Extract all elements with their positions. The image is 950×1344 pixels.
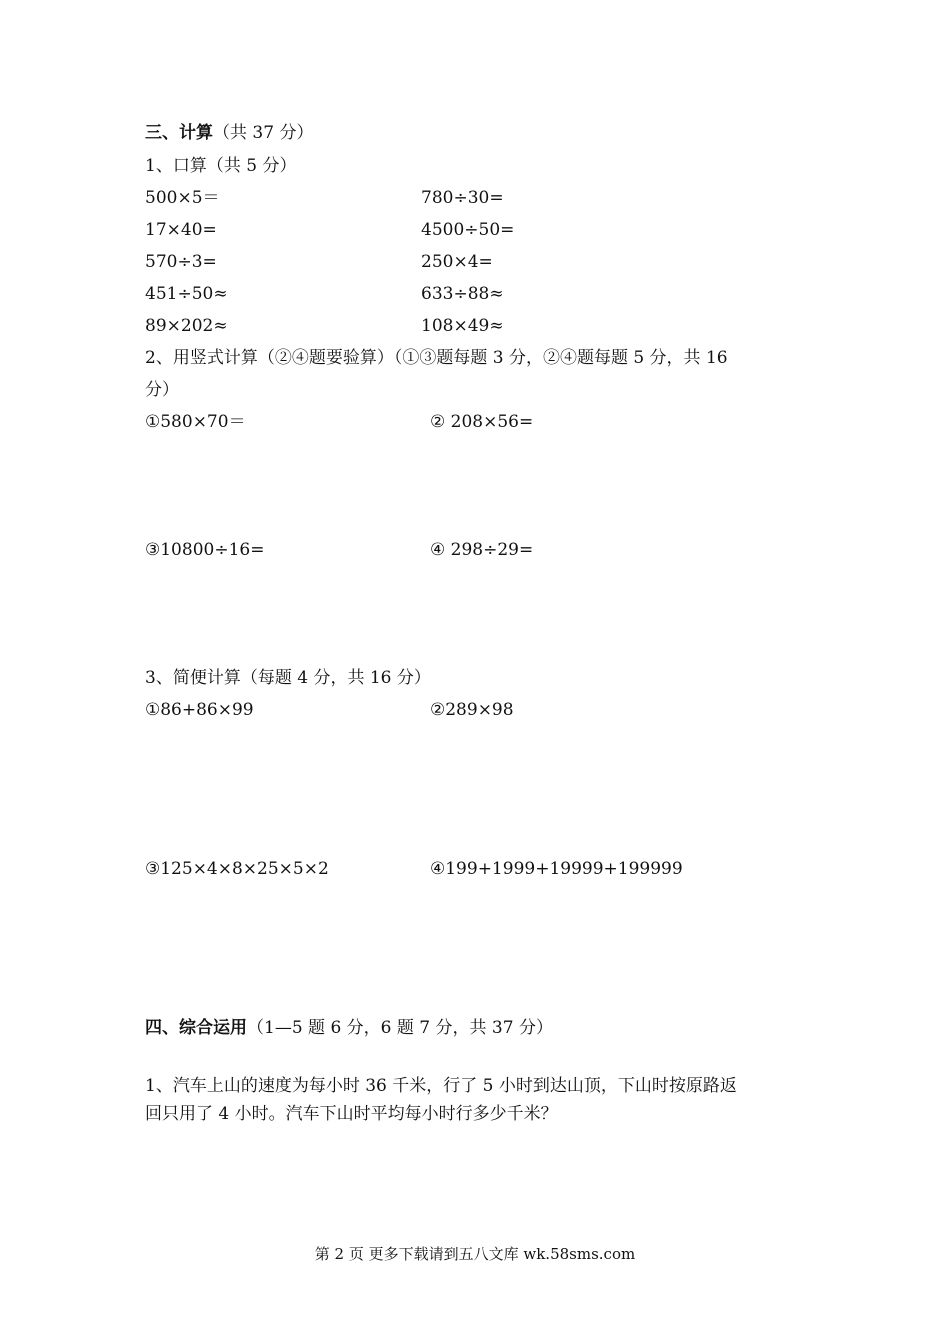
part2-title-line2: 分） bbox=[145, 380, 179, 400]
section4-heading-rest: （1—5 题 6 分，6 题 7 分，共 37 分） bbox=[247, 1018, 553, 1038]
part3-title: 3、简便计算（每题 4 分，共 16 分） bbox=[145, 668, 431, 688]
vertical-calc-item: ② 208×56= bbox=[430, 412, 534, 432]
mental-math-item: 4500÷50= bbox=[421, 220, 515, 240]
mental-math-item: 250×4= bbox=[421, 252, 493, 272]
question1-line1: 1、汽车上山的速度为每小时 36 千米，行了 5 小时到达山顶，下山时按原路返 bbox=[145, 1076, 737, 1096]
mental-math-item: 17×40= bbox=[145, 220, 217, 240]
section3-heading bbox=[145, 120, 313, 146]
vertical-calc-item: ①580×70＝ bbox=[145, 412, 246, 432]
part2-title-line1: 2、用竖式计算（②④题要验算）（①③题每题 3 分，②④题每题 5 分，共 16 bbox=[145, 348, 728, 368]
mental-math-item: 108×49≈ bbox=[421, 316, 504, 336]
mental-math-item: 451÷50≈ bbox=[145, 284, 228, 304]
mental-math-item: 500×5＝ bbox=[145, 188, 220, 208]
section3-heading-bold: 三、计算 bbox=[145, 123, 213, 143]
section4-heading-bold: 四、综合运用 bbox=[145, 1018, 247, 1038]
part1-title: 1、口算（共 5 分） bbox=[145, 156, 297, 176]
question1-line2: 回只用了 4 小时。汽车下山时平均每小时行多少千米？ bbox=[145, 1104, 558, 1124]
simplify-item: ④199+1999+19999+199999 bbox=[430, 859, 683, 879]
mental-math-item: 570÷3= bbox=[145, 252, 217, 272]
mental-math-item: 89×202≈ bbox=[145, 316, 228, 336]
mental-math-item: 633÷88≈ bbox=[421, 284, 504, 304]
simplify-item: ③125×4×8×25×5×2 bbox=[145, 859, 329, 879]
simplify-item: ②289×98 bbox=[430, 700, 514, 720]
vertical-calc-item: ③10800÷16= bbox=[145, 540, 265, 560]
page-footer: 第 2 页 更多下载请到五八文库 wk.58sms.com bbox=[314, 1245, 636, 1263]
mental-math-item: 780÷30= bbox=[421, 188, 504, 208]
section3-heading-rest: （共 37 分） bbox=[213, 123, 314, 143]
section4-heading bbox=[145, 1015, 553, 1041]
vertical-calc-item: ④ 298÷29= bbox=[430, 540, 534, 560]
simplify-item: ①86+86×99 bbox=[145, 700, 254, 720]
